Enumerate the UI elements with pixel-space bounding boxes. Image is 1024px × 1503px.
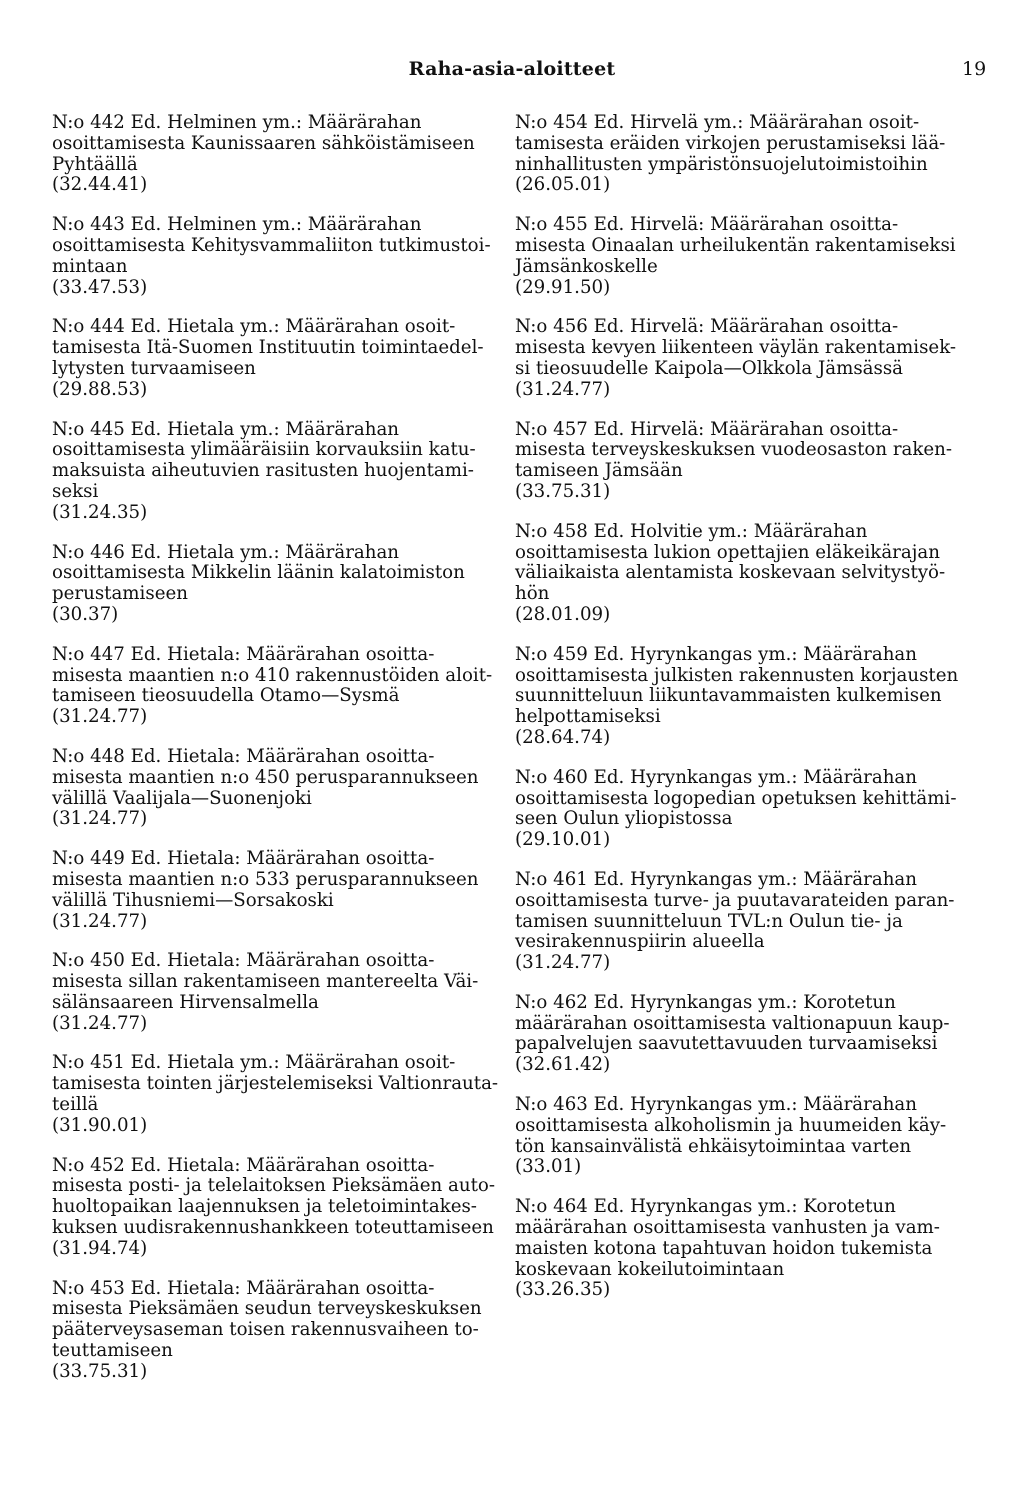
motion-text-line: kuksen uudisrakennushankkeen toteuttamiseen <box>52 1217 494 1239</box>
motion-text-line: tön kansainvälistä ehkäisytoimintaa varten <box>515 1135 912 1157</box>
motion-text-line: N:o 450 Ed. Hietala: Määrärahan osoitta- <box>52 950 435 972</box>
motion-text-line: tamiseen Jämsään <box>515 460 683 482</box>
budget-item-code: (31.24.77) <box>52 706 148 728</box>
budget-item-code: (31.24.77) <box>52 808 148 830</box>
motion-entry <box>515 215 955 298</box>
budget-item-code: (29.10.01) <box>515 829 611 851</box>
motion-text-line: N:o 460 Ed. Hyrynkangas ym.: Määrärahan <box>515 766 917 788</box>
motion-text <box>52 1279 492 1362</box>
motion-text-line: N:o 443 Ed. Helminen ym.: Määrärahan <box>52 214 422 236</box>
motion-text-line: N:o 447 Ed. Hietala: Määrärahan osoitta- <box>52 643 435 665</box>
motion-text-line: vesirakennuspiirin alueella <box>515 931 765 953</box>
motion-text-line: N:o 454 Ed. Hirvelä ym.: Määrärahan osoit- <box>515 112 920 133</box>
motion-text-line: misesta kevyen liikenteen väylän rakentamisek- <box>515 337 957 359</box>
motion-text-line: huoltopaikan laajennuksen ja teletoimintakes- <box>52 1196 477 1218</box>
motion-text-line: pääterveysaseman toisen rakennusvaiheen to- <box>52 1319 479 1341</box>
motion-text <box>52 113 492 175</box>
motion-text-line: Pyhtäällä <box>52 153 138 175</box>
motion-text-line: teillä <box>52 1094 99 1116</box>
motion-text-line: osoittamisesta alkoholismin ja huumeiden käy- <box>515 1114 947 1136</box>
motion-entry <box>52 951 492 1034</box>
motion-entry <box>52 215 492 298</box>
motion-text-line: N:o 457 Ed. Hirvelä: Määrärahan osoitta- <box>515 418 899 440</box>
motion-text-line: N:o 452 Ed. Hietala: Määrärahan osoitta- <box>52 1154 435 1176</box>
motion-text-line: hön <box>515 583 550 605</box>
motion-text-line: osoittamisesta Kehitysvammaliiton tutkimustoi- <box>52 234 491 256</box>
motion-text-line: seksi <box>52 480 99 502</box>
motion-text-line: N:o 456 Ed. Hirvelä: Määrärahan osoitta- <box>515 316 899 338</box>
motion-text <box>515 643 959 728</box>
motion-text <box>52 645 492 707</box>
motion-text-line: N:o 459 Ed. Hyrynkangas ym.: Määrärahan <box>515 643 917 665</box>
budget-item-code: (33.01) <box>515 1156 582 1178</box>
motion-entry <box>52 1052 499 1136</box>
budget-item-code: (28.64.74) <box>515 726 611 748</box>
motion-entry <box>515 1095 955 1178</box>
motion-text-line: määrärahan osoittamisesta valtionapuun kaup- <box>515 1012 950 1034</box>
budget-item-code: (33.75.31) <box>52 1360 148 1382</box>
motion-text <box>52 1052 499 1116</box>
motion-text-line: N:o 442 Ed. Helminen ym.: Määrärahan <box>52 112 422 133</box>
budget-item-code: (33.47.53) <box>52 276 148 298</box>
motion-text <box>52 1154 495 1239</box>
motion-text <box>515 870 955 953</box>
motion-text-line: misesta Oinaalan urheilukentän rakentamiseksi <box>515 234 956 256</box>
motion-text <box>52 543 492 605</box>
budget-item-code: (31.24.77) <box>52 910 148 932</box>
motion-text-line: osoittamisesta Mikkelin läänin kalatoimiston <box>52 562 465 584</box>
running-header-title: Raha-asia-aloitteet <box>408 58 616 80</box>
motion-text-line: N:o 445 Ed. Hietala ym.: Määrärahan <box>52 418 400 440</box>
motion-text-line: N:o 462 Ed. Hyrynkangas ym.: Korotetun <box>515 991 896 1013</box>
motion-text <box>515 1095 955 1157</box>
left-column <box>52 112 499 1402</box>
motion-text-line: välillä Vaalijala—Suonenjoki <box>52 787 312 809</box>
budget-item-code: (31.90.01) <box>52 1114 148 1136</box>
motion-entry <box>515 768 955 851</box>
motion-entry <box>515 643 959 749</box>
motion-text-line: misesta maantien n:o 533 perusparannukseen <box>52 868 479 890</box>
motion-text-line: N:o 444 Ed. Hietala ym.: Määrärahan osoit- <box>52 316 456 338</box>
motion-text-line: sälänsaareen Hirvensalmella <box>52 991 319 1013</box>
motion-entry <box>52 113 492 196</box>
budget-item-code: (33.26.35) <box>515 1279 611 1301</box>
motion-text-line: tamiseen tieosuudella Otamo—Sysmä <box>52 685 400 707</box>
motion-text-line: N:o 446 Ed. Hietala ym.: Määrärahan <box>52 541 400 563</box>
motion-text-line: ninhallitusten ympäristönsuojelutoimistoihin <box>515 153 928 175</box>
motion-text-line: Jämsänkoskelle <box>515 255 658 277</box>
motion-entry <box>52 747 492 830</box>
motion-text <box>52 317 492 379</box>
motion-text <box>52 747 492 809</box>
motion-text <box>515 420 955 482</box>
motion-text-line: seen Oulun yliopistossa <box>515 808 733 830</box>
motion-text-line: osoittamisesta Kaunissaaren sähköistämiseen <box>52 132 475 154</box>
motion-entry <box>52 420 492 524</box>
motion-entry <box>515 113 955 196</box>
budget-item-code: (32.44.41) <box>52 174 148 196</box>
budget-item-code: (31.24.35) <box>52 501 148 523</box>
motion-text-line: misesta maantien n:o 450 perusparannukseen <box>52 766 479 788</box>
motion-text <box>52 215 492 277</box>
motion-text <box>515 215 955 277</box>
motion-text-line: mintaan <box>52 255 128 277</box>
motion-text <box>52 849 492 911</box>
budget-item-code: (31.24.77) <box>515 952 611 974</box>
budget-item-code: (29.88.53) <box>52 378 148 400</box>
motion-text-line: tamisesta tointen järjestelemiseksi Valtionrauta- <box>52 1073 499 1095</box>
budget-item-code: (31.24.77) <box>515 378 611 400</box>
budget-item-code: (29.91.50) <box>515 276 611 298</box>
motion-text-line: N:o 448 Ed. Hietala: Määrärahan osoitta- <box>52 745 435 767</box>
motion-text-line: N:o 451 Ed. Hietala ym.: Määrärahan osoit- <box>52 1052 456 1074</box>
motion-text-line: N:o 464 Ed. Hyrynkangas ym.: Korotetun <box>515 1196 896 1218</box>
motion-text-line: N:o 455 Ed. Hirvelä: Määrärahan osoitta- <box>515 214 899 236</box>
motion-text-line: lytysten turvaamiseen <box>52 357 256 379</box>
motion-text-line: osoittamisesta logopedian opetuksen kehittämi- <box>515 787 957 809</box>
page-number: 19 <box>962 58 987 80</box>
motion-text <box>515 768 955 830</box>
motion-text-line: suunnitteluun liikuntavammaisten kulkemisen <box>515 685 942 707</box>
motion-text-line: N:o 458 Ed. Holvitie ym.: Määrärahan <box>515 520 868 542</box>
motion-entry <box>515 317 955 400</box>
budget-item-code: (31.94.74) <box>52 1237 148 1259</box>
motion-text-line: osoittamisesta lukion opettajien eläkeikärajan <box>515 541 940 563</box>
motion-text <box>515 1197 955 1280</box>
motion-text-line: N:o 453 Ed. Hietala: Määrärahan osoitta- <box>52 1277 435 1299</box>
motion-text-line: N:o 463 Ed. Hyrynkangas ym.: Määrärahan <box>515 1094 917 1116</box>
motion-entry <box>515 870 955 974</box>
motion-text-line: välillä Tihusniemi—Sorsakoski <box>52 889 334 911</box>
motion-entry <box>52 849 492 932</box>
motion-text-line: väliaikaista alentamista koskevaan selvitystyö- <box>515 562 946 584</box>
motion-text-line: tamisen suunnitteluun TVL:n Oulun tie- ja <box>515 910 903 932</box>
motion-text-line: määrärahan osoittamisesta vanhusten ja vam- <box>515 1217 940 1239</box>
motion-entry <box>52 543 492 626</box>
budget-item-code: (26.05.01) <box>515 174 611 196</box>
motion-text-line: N:o 461 Ed. Hyrynkangas ym.: Määrärahan <box>515 868 917 890</box>
motion-text-line: misesta maantien n:o 410 rakennustöiden aloit- <box>52 664 493 686</box>
motion-text-line: helpottamiseksi <box>515 706 661 728</box>
motion-text-line: osoittamisesta julkisten rakennusten korjausten <box>515 664 959 686</box>
motion-text <box>515 522 955 605</box>
budget-item-code: (31.24.77) <box>52 1012 148 1034</box>
budget-item-code: (32.61.42) <box>515 1054 611 1076</box>
budget-item-code: (28.01.09) <box>515 603 611 625</box>
motion-text-line: osoittamisesta turve- ja puutavarateiden paran- <box>515 889 955 911</box>
motion-text-line: tamisesta eräiden virkojen perustamiseksi lää- <box>515 132 946 154</box>
motion-text-line: misesta posti- ja telelaitoksen Pieksämäen auto- <box>52 1175 495 1197</box>
motion-text-line: misesta terveyskeskuksen vuodeosaston raken- <box>515 439 953 461</box>
motion-text-line: papalvelujen saavutettavuuden turvaamiseksi <box>515 1033 938 1055</box>
motion-text-line: osoittamisesta ylimääräisiin korvauksiin katu- <box>52 439 476 461</box>
motion-text-line: si tieosuudelle Kaipola—Olkkola Jämsässä <box>515 357 904 379</box>
motion-entry <box>515 993 955 1076</box>
motion-text <box>52 420 492 503</box>
motion-entry <box>52 317 492 400</box>
motion-text <box>515 993 955 1055</box>
motion-text-line: misesta Pieksämäen seudun terveyskeskuksen <box>52 1298 482 1320</box>
motion-entry <box>52 645 492 728</box>
budget-item-code: (33.75.31) <box>515 480 611 502</box>
motion-entry <box>515 522 955 626</box>
motion-text-line: perustamiseen <box>52 583 188 605</box>
budget-item-code: (30.37) <box>52 603 119 625</box>
right-column <box>515 112 959 1320</box>
motion-entry <box>515 420 955 503</box>
motion-text-line: koskevaan kokeilutoimintaan <box>515 1258 785 1280</box>
motion-text <box>515 317 955 379</box>
motion-text-line: maksuista aiheutuvien rasitusten huojentami- <box>52 460 474 482</box>
motion-text-line: tamisesta Itä-Suomen Instituutin toimintaedel- <box>52 337 484 359</box>
motion-entry <box>515 1197 955 1301</box>
motion-text-line: N:o 449 Ed. Hietala: Määrärahan osoitta- <box>52 848 435 870</box>
motion-text-line: maisten kotona tapahtuvan hoidon tukemista <box>515 1237 933 1259</box>
motion-text <box>52 951 492 1013</box>
motion-text <box>515 113 955 175</box>
motion-text-line: misesta sillan rakentamiseen mantereelta Väi- <box>52 971 479 993</box>
motion-entry <box>52 1279 492 1383</box>
motion-entry <box>52 1154 495 1260</box>
motion-text-line: teuttamiseen <box>52 1340 173 1362</box>
